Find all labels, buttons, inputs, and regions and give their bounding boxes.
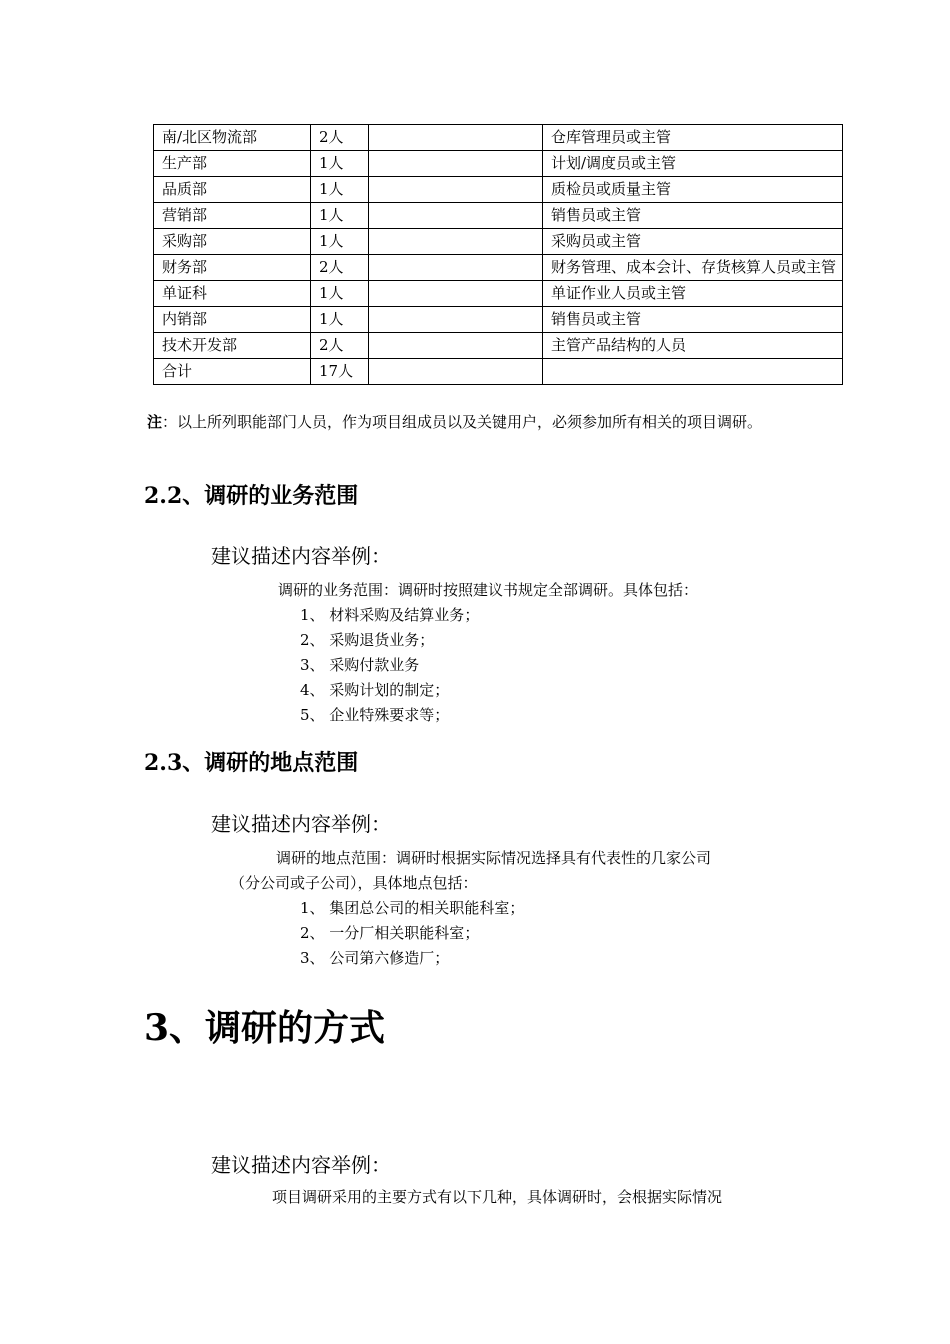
staff-table [153,124,843,385]
table-cell-count: 1人 [311,229,369,255]
table-cell-blank [369,203,543,229]
table-cell-blank [369,177,543,203]
table-cell-blank [369,359,543,385]
table-row [154,151,843,177]
table-cell-count: 1人 [311,281,369,307]
list-item: 2、 采购退货业务； [300,631,435,649]
table-cell-role: 销售员或主管 [543,307,843,333]
list-item: 2、 一分厂相关职能科室； [300,924,480,942]
table-cell-role: 质检员或质量主管 [543,177,843,203]
table-cell-dept: 技术开发部 [154,333,311,359]
table-row [154,255,843,281]
table-row [154,177,843,203]
table-note [147,410,817,434]
note-label: 注 [147,413,163,431]
section-2-2-intro: 调研的业务范围：调研时按照建议书规定全部调研。具体包括： [278,581,699,599]
section-2-3-heading: 2.3、调研的地点范围 [144,750,359,776]
table-cell-role: 采购员或主管 [543,229,843,255]
table-cell-count: 2人 [311,255,369,281]
table-cell-blank [369,255,543,281]
table-cell-role [543,359,843,385]
section-3-subheading: 建议描述内容举例： [211,1153,391,1177]
table-cell-dept: 南/北区物流部 [154,125,311,151]
section-3-intro: 项目调研采用的主要方式有以下几种，具体调研时，会根据实际情况 [272,1188,723,1206]
table-cell-blank [369,229,543,255]
table-cell-blank [369,151,543,177]
list-item: 3、 公司第六修造厂； [300,949,450,967]
table-cell-count: 1人 [311,307,369,333]
table-cell-dept: 营销部 [154,203,311,229]
table-cell-role: 仓库管理员或主管 [543,125,843,151]
table-cell-role: 计划/调度员或主管 [543,151,843,177]
section-2-2-subheading: 建议描述内容举例： [211,544,391,568]
table-cell-dept: 采购部 [154,229,311,255]
table-row [154,229,843,255]
table-cell-blank [369,281,543,307]
list-item: 4、 采购计划的制定； [300,681,450,699]
table-cell-role: 主管产品结构的人员 [543,333,843,359]
table-cell-dept: 合计 [154,359,311,385]
table-cell-count: 2人 [311,125,369,151]
section-3-heading: 3、调研的方式 [144,1007,386,1049]
table-cell-dept: 品质部 [154,177,311,203]
table-cell-role: 销售员或主管 [543,203,843,229]
table-cell-role: 财务管理、成本会计、存货核算人员或主管 [543,255,843,281]
table-cell-count: 1人 [311,177,369,203]
table-cell-blank [369,333,543,359]
table-row [154,203,843,229]
section-2-3-intro-cont: （分公司或子公司），具体地点包括： [230,874,478,892]
table-cell-dept: 财务部 [154,255,311,281]
list-item: 3、 采购付款业务 [300,656,420,674]
table-row [154,281,843,307]
list-item: 5、 企业特殊要求等； [300,706,450,724]
table-row [154,307,843,333]
note-text: ：以上所列职能部门人员，作为项目组成员以及关键用户，必须参加所有相关的项目调研。 [162,413,763,431]
table-cell-dept: 单证科 [154,281,311,307]
table-row-total [154,359,843,385]
list-item: 1、 集团总公司的相关职能科室； [300,899,525,917]
table-row [154,333,843,359]
table-cell-count: 17人 [311,359,369,385]
table-cell-role: 单证作业人员或主管 [543,281,843,307]
list-item: 1、 材料采购及结算业务； [300,606,480,624]
table-cell-count: 1人 [311,151,369,177]
table-cell-dept: 内销部 [154,307,311,333]
section-2-3-subheading: 建议描述内容举例： [211,812,391,836]
table-row [154,125,843,151]
table-cell-count: 2人 [311,333,369,359]
table-cell-count: 1人 [311,203,369,229]
section-2-3-intro: 调研的地点范围：调研时根据实际情况选择具有代表性的几家公司 [276,849,712,867]
table-cell-blank [369,307,543,333]
table-cell-blank [369,125,543,151]
section-2-2-heading: 2.2、调研的业务范围 [144,483,359,509]
table-cell-dept: 生产部 [154,151,311,177]
